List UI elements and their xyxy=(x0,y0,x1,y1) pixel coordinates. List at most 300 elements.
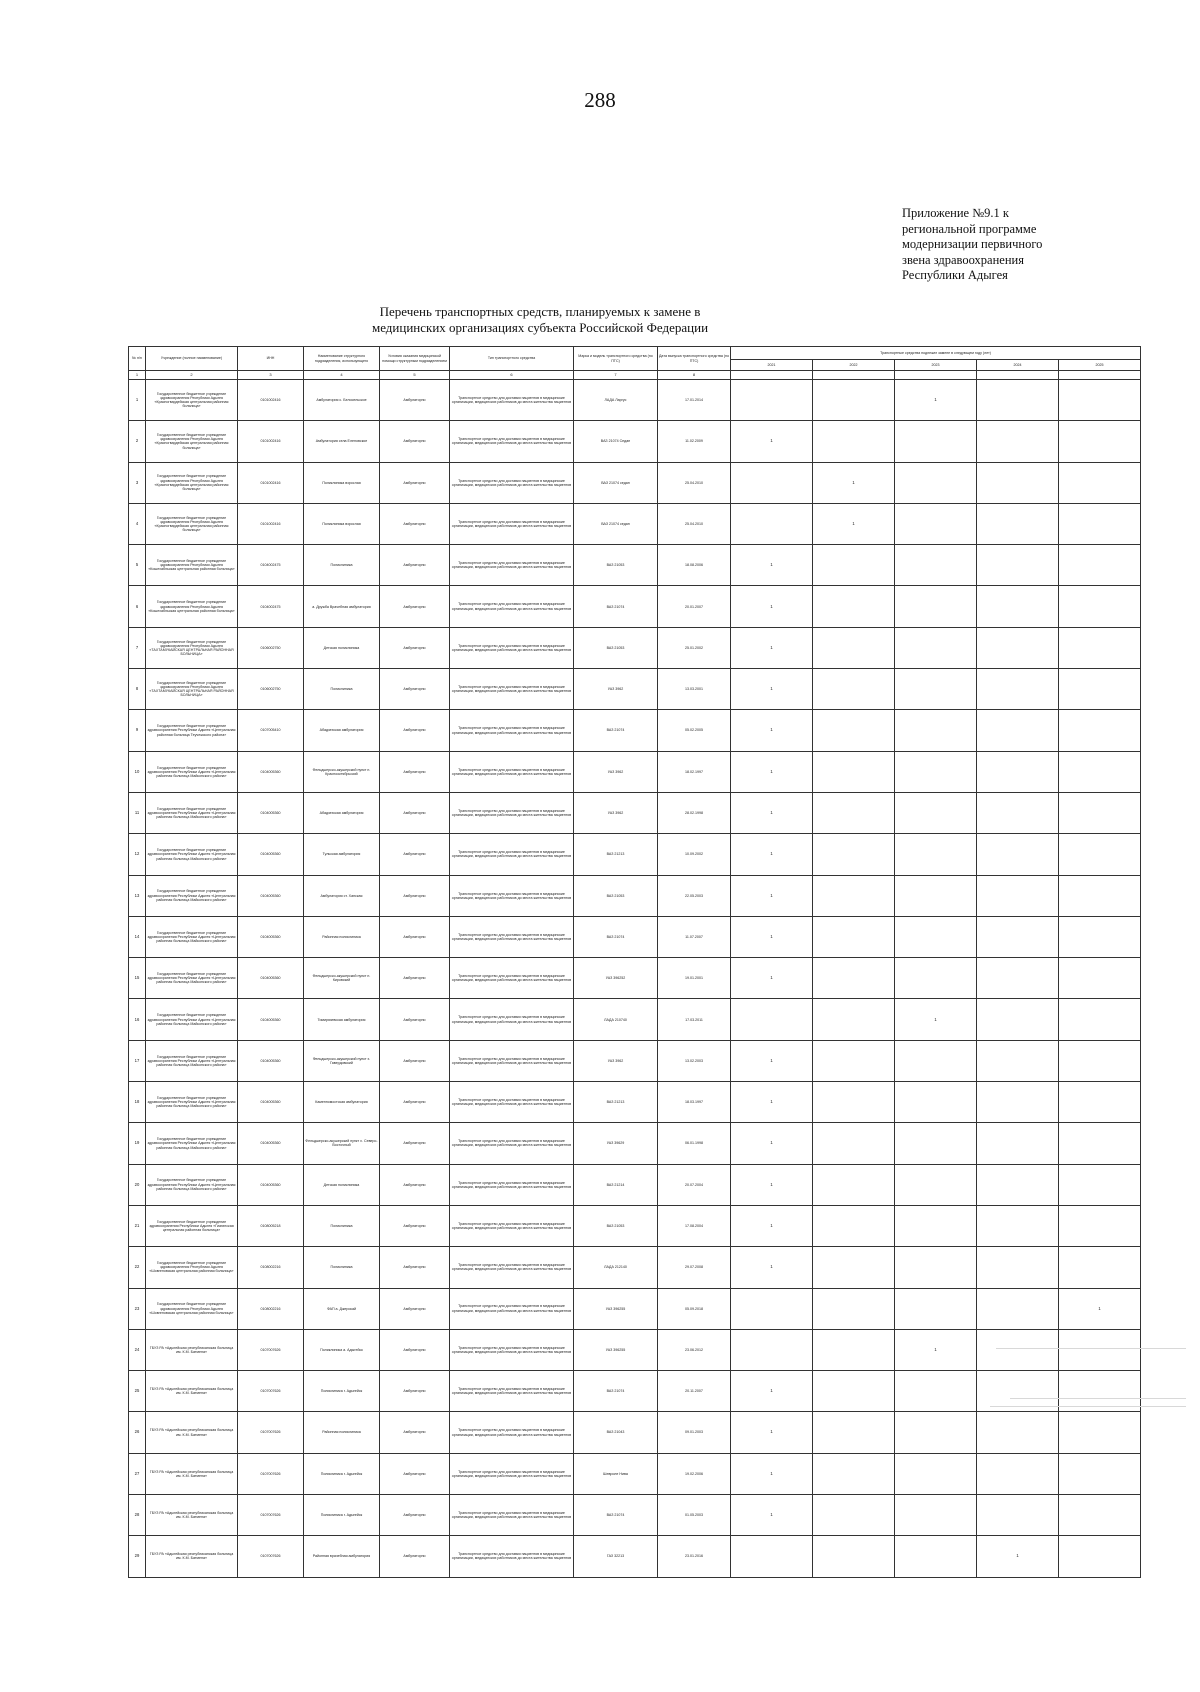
cell-brand: ВАЗ 21053 xyxy=(574,627,658,668)
table-row xyxy=(129,1123,1141,1164)
header-year: 2022 xyxy=(813,360,895,371)
cell-org: Государственное бюджетное учреждение здравоохранения Республики Адыгея «Центральная районная больница Майкопского района» xyxy=(146,1123,238,1164)
cell-num: 16 xyxy=(129,999,146,1040)
cell-org: ГБУЗ РА «Адыгейская республиканская больница им. К.М. Батмена» xyxy=(146,1536,238,1577)
cell-purpose: Транспортное средство для доставки пациентов в медицинские организации, медицинских работников до места жительства пациентов xyxy=(450,1371,574,1412)
cell-year-value xyxy=(1059,1536,1141,1577)
cell-org: Государственное бюджетное учреждение здравоохранения Республики Адыгея «Центральная районная больница Майкопского района» xyxy=(146,916,238,957)
cell-org: Государственное бюджетное учреждение здравоохранения Республики Адыгея «Кошехабльская центральная районная больница» xyxy=(146,586,238,627)
table-row xyxy=(129,1082,1141,1123)
cell-condition: Амбулаторно xyxy=(380,710,450,751)
cell-num: 9 xyxy=(129,710,146,751)
column-number: 2 xyxy=(146,371,238,380)
cell-year-value xyxy=(977,669,1059,710)
cell-year-value: 1 xyxy=(813,462,895,503)
table-row xyxy=(129,1205,1141,1246)
cell-unit: Поликлиника xyxy=(304,669,380,710)
cell-num: 6 xyxy=(129,586,146,627)
table-row xyxy=(129,545,1141,586)
cell-year-value xyxy=(895,1205,977,1246)
table-row xyxy=(129,958,1141,999)
cell-year-value: 1 xyxy=(731,421,813,462)
table-row xyxy=(129,1536,1141,1577)
cell-date: 19.02.2006 xyxy=(658,1453,731,1494)
cell-date: 11.02.2009 xyxy=(658,421,731,462)
cell-num: 24 xyxy=(129,1329,146,1370)
scan-artifact xyxy=(990,1406,1186,1407)
table-row xyxy=(129,1453,1141,1494)
cell-inn: 0106002750 xyxy=(238,669,304,710)
cell-unit: Абадзехская амбулатория xyxy=(304,710,380,751)
cell-year-value xyxy=(1059,1412,1141,1453)
cell-purpose: Транспортное средство для доставки пациентов в медицинские организации, медицинских работников до места жительства пациентов xyxy=(450,875,574,916)
cell-year-value xyxy=(813,1205,895,1246)
cell-year-value: 1 xyxy=(731,1495,813,1536)
cell-unit: ФАП а. Джерокай xyxy=(304,1288,380,1329)
cell-date: 13.03.2001 xyxy=(658,669,731,710)
cell-brand: ВАЗ 21053 xyxy=(574,545,658,586)
cell-year-value xyxy=(895,462,977,503)
cell-year-value xyxy=(813,1164,895,1205)
table-row xyxy=(129,710,1141,751)
cell-purpose: Транспортное средство для доставки пациентов в медицинские организации, медицинских работников до места жительства пациентов xyxy=(450,669,574,710)
cell-inn: 0101002416 xyxy=(238,462,304,503)
cell-unit: Поликлиника г. Адыгейск xyxy=(304,1495,380,1536)
cell-purpose: Транспортное средство для доставки пациентов в медицинские организации, медицинских работников до места жительства пациентов xyxy=(450,710,574,751)
cell-unit: Поликлиника xyxy=(304,1247,380,1288)
cell-unit: Амбулатория с. Белосельское xyxy=(304,380,380,421)
cell-year-value xyxy=(1059,916,1141,957)
cell-num: 19 xyxy=(129,1123,146,1164)
cell-year-value xyxy=(977,875,1059,916)
cell-brand: ВАЗ 21074 Седан xyxy=(574,421,658,462)
cell-brand: ВАЗ 21213 xyxy=(574,834,658,875)
cell-year-value: 1 xyxy=(731,545,813,586)
cell-brand: УАЗ 3962 xyxy=(574,751,658,792)
cell-inn: 0108005218 xyxy=(238,1205,304,1246)
cell-date: 17.08.2004 xyxy=(658,1205,731,1246)
cell-brand: ЛАДА Ларгус xyxy=(574,380,658,421)
cell-date: 09.01.2003 xyxy=(658,1412,731,1453)
cell-year-value xyxy=(1059,1329,1141,1370)
cell-year-value xyxy=(977,421,1059,462)
column-number: 3 xyxy=(238,371,304,380)
cell-inn: 0104005360 xyxy=(238,1164,304,1205)
cell-purpose: Транспортное средство для доставки пациентов в медицинские организации, медицинских работников до места жительства пациентов xyxy=(450,1205,574,1246)
cell-date: 05.02.2005 xyxy=(658,710,731,751)
cell-year-value: 1 xyxy=(731,958,813,999)
cell-org: Государственное бюджетное учреждение здравоохранения Республики Адыгея «ТАХТАМУКАЙСКАЯ ЦЕНТРАЛЬНАЯ РАЙОННАЯ БОЛЬНИЦА» xyxy=(146,627,238,668)
cell-year-value: 1 xyxy=(731,1123,813,1164)
table-row xyxy=(129,1412,1141,1453)
cell-year-value: 1 xyxy=(731,1412,813,1453)
cell-date: 29.07.2008 xyxy=(658,1247,731,1288)
cell-org: Государственное бюджетное учреждение здравоохранения Республики Адыгея «Красногвардейская центральная районная больница» xyxy=(146,503,238,544)
header-purpose: Тип транспортного средства xyxy=(450,347,574,371)
cell-brand: ВАЗ 21213 xyxy=(574,1082,658,1123)
cell-year-value xyxy=(813,1040,895,1081)
cell-year-value: 1 xyxy=(731,875,813,916)
cell-year-value xyxy=(977,1082,1059,1123)
cell-date: 19.01.2001 xyxy=(658,958,731,999)
cell-date: 25.04.2010 xyxy=(658,462,731,503)
cell-year-value xyxy=(977,1205,1059,1246)
cell-num: 8 xyxy=(129,669,146,710)
document-title: Перечень транспортных средств, планируемых к замене в медицинских организациях субъекта Российской Федерации xyxy=(371,304,709,335)
cell-year-value xyxy=(1059,1123,1141,1164)
cell-purpose: Транспортное средство для доставки пациентов в медицинские организации, медицинских работников до места жительства пациентов xyxy=(450,586,574,627)
cell-year-value xyxy=(813,710,895,751)
column-number: 5 xyxy=(380,371,450,380)
cell-num: 1 xyxy=(129,380,146,421)
cell-unit: Тульская амбулатория xyxy=(304,834,380,875)
cell-num: 29 xyxy=(129,1536,146,1577)
cell-purpose: Транспортное средство для доставки пациентов в медицинские организации, медицинских работников до места жительства пациентов xyxy=(450,792,574,833)
cell-year-value xyxy=(895,1412,977,1453)
cell-year-value xyxy=(895,669,977,710)
table-row xyxy=(129,380,1141,421)
cell-year-value: 1 xyxy=(1059,1288,1141,1329)
cell-year-value xyxy=(895,1371,977,1412)
header-inn: ИНН xyxy=(238,347,304,371)
cell-year-value xyxy=(977,462,1059,503)
cell-brand: ВАЗ 21214 xyxy=(574,1164,658,1205)
cell-org: Государственное бюджетное учреждение здравоохранения Республики Адыгея «Центральная районная больница Майкопского района» xyxy=(146,999,238,1040)
cell-unit: Фельдшерско-акушерский пункт п. Кировский xyxy=(304,958,380,999)
cell-condition: Амбулаторно xyxy=(380,1536,450,1577)
cell-year-value xyxy=(1059,1247,1141,1288)
table-row xyxy=(129,1164,1141,1205)
cell-unit: Амбулатория села Еленовское xyxy=(304,421,380,462)
cell-year-value xyxy=(895,627,977,668)
cell-org: ГБУЗ РА «Адыгейская республиканская больница им. К.М. Батмена» xyxy=(146,1329,238,1370)
scan-artifact xyxy=(1010,1398,1186,1399)
cell-year-value xyxy=(731,380,813,421)
cell-year-value xyxy=(895,1453,977,1494)
cell-condition: Амбулаторно xyxy=(380,1247,450,1288)
cell-year-value xyxy=(1059,751,1141,792)
cell-unit: Детская поликлиника xyxy=(304,1164,380,1205)
cell-unit: Детская поликлиника xyxy=(304,627,380,668)
cell-purpose: Транспортное средство для доставки пациентов в медицинские организации, медицинских работников до места жительства пациентов xyxy=(450,751,574,792)
cell-brand: ВАЗ 21074 xyxy=(574,916,658,957)
column-number: 1 xyxy=(129,371,146,380)
cell-org: Государственное бюджетное учреждение здравоохранения Республики Адыгея «Центральная районная больница Майкопского района» xyxy=(146,834,238,875)
cell-num: 22 xyxy=(129,1247,146,1288)
cell-year-value xyxy=(1059,669,1141,710)
cell-year-value xyxy=(1059,710,1141,751)
table-row xyxy=(129,1288,1141,1329)
cell-brand: УАЗ 39629 xyxy=(574,1123,658,1164)
cell-year-value xyxy=(977,958,1059,999)
cell-brand: УАЗ 3962 xyxy=(574,669,658,710)
header-brand: Марка и модель транспортного средства (по ПТС) xyxy=(574,347,658,371)
cell-year-value xyxy=(977,586,1059,627)
cell-org: ГБУЗ РА «Адыгейская республиканская больница им. К.М. Батмена» xyxy=(146,1371,238,1412)
cell-year-value: 1 xyxy=(731,916,813,957)
cell-year-value xyxy=(1059,462,1141,503)
cell-condition: Амбулаторно xyxy=(380,1412,450,1453)
table-row xyxy=(129,834,1141,875)
cell-inn: 0106002750 xyxy=(238,627,304,668)
cell-year-value xyxy=(977,1453,1059,1494)
cell-num: 14 xyxy=(129,916,146,957)
cell-purpose: Транспортное средство для доставки пациентов в медицинские организации, медицинских работников до места жительства пациентов xyxy=(450,1453,574,1494)
cell-org: Государственное бюджетное учреждение здравоохранения Республики Адыгея «Кошехабльская центральная районная больница» xyxy=(146,545,238,586)
cell-year-value: 1 xyxy=(977,1536,1059,1577)
cell-year-value xyxy=(895,1082,977,1123)
cell-org: Государственное бюджетное учреждение здравоохранения Республики Адыгея «ТАХТАМУКАЙСКАЯ ЦЕНТРАЛЬНАЯ РАЙОННАЯ БОЛЬНИЦА» xyxy=(146,669,238,710)
cell-condition: Амбулаторно xyxy=(380,834,450,875)
cell-inn: 0107007626 xyxy=(238,1412,304,1453)
cell-year-value: 1 xyxy=(731,586,813,627)
cell-org: ГБУЗ РА «Адыгейская республиканская больница им. К.М. Батмена» xyxy=(146,1495,238,1536)
cell-num: 27 xyxy=(129,1453,146,1494)
cell-purpose: Транспортное средство для доставки пациентов в медицинские организации, медицинских работников до места жительства пациентов xyxy=(450,1123,574,1164)
cell-purpose: Транспортное средство для доставки пациентов в медицинские организации, медицинских работников до места жительства пациентов xyxy=(450,999,574,1040)
cell-year-value xyxy=(977,627,1059,668)
cell-year-value xyxy=(895,751,977,792)
cell-brand: ВАЗ 21074 xyxy=(574,1495,658,1536)
cell-purpose: Транспортное средство для доставки пациентов в медицинские организации, медицинских работников до места жительства пациентов xyxy=(450,421,574,462)
cell-purpose: Транспортное средство для доставки пациентов в медицинские организации, медицинских работников до места жительства пациентов xyxy=(450,1164,574,1205)
cell-inn: 0104005360 xyxy=(238,792,304,833)
cell-org: Государственное бюджетное учреждение здравоохранения Республики Адыгея «Красногвардейская центральная районная больница» xyxy=(146,421,238,462)
cell-year-value xyxy=(1059,999,1141,1040)
cell-year-value xyxy=(977,1288,1059,1329)
cell-brand: ВАЗ 21074 xyxy=(574,1371,658,1412)
cell-condition: Амбулаторно xyxy=(380,669,450,710)
cell-brand: УАЗ 396255 xyxy=(574,1329,658,1370)
cell-unit: Поликлиника взрослая xyxy=(304,503,380,544)
cell-num: 18 xyxy=(129,1082,146,1123)
cell-condition: Амбулаторно xyxy=(380,503,450,544)
cell-year-value xyxy=(895,503,977,544)
cell-year-value xyxy=(977,1412,1059,1453)
cell-date: 17.01.2014 xyxy=(658,380,731,421)
cell-brand: ВАЗ 21074 седан xyxy=(574,503,658,544)
cell-inn: 0104005360 xyxy=(238,1040,304,1081)
cell-org: Государственное бюджетное учреждение здравоохранения Республики Адыгея «Красногвардейская центральная районная больница» xyxy=(146,380,238,421)
cell-org: Государственное бюджетное учреждение здравоохранения Республики Адыгея «Красногвардейская центральная районная больница» xyxy=(146,462,238,503)
cell-year-value xyxy=(895,1164,977,1205)
cell-year-value xyxy=(1059,1453,1141,1494)
column-number: 8 xyxy=(658,371,731,380)
cell-purpose: Транспортное средство для доставки пациентов в медицинские организации, медицинских работников до места жительства пациентов xyxy=(450,1247,574,1288)
cell-condition: Амбулаторно xyxy=(380,421,450,462)
header-date: Дата выпуска транспортного средства (по ПТС) xyxy=(658,347,731,371)
cell-year-value xyxy=(895,1123,977,1164)
cell-year-value xyxy=(895,586,977,627)
cell-brand: УАЗ 3962 xyxy=(574,1040,658,1081)
cell-org: Государственное бюджетное учреждение здравоохранения Республики Адыгея «Центральная районная больница Майкопского района» xyxy=(146,1082,238,1123)
cell-year-value xyxy=(1059,1495,1141,1536)
cell-purpose: Транспортное средство для доставки пациентов в медицинские организации, медицинских работников до места жительства пациентов xyxy=(450,545,574,586)
scan-artifact xyxy=(996,1348,1186,1349)
cell-brand: ВАЗ 21074 седан xyxy=(574,462,658,503)
cell-condition: Амбулаторно xyxy=(380,380,450,421)
cell-org: Государственное бюджетное учреждение здравоохранения Республики Адыгея «Центральная районная больница Теучежского района» xyxy=(146,710,238,751)
cell-inn: 0107007626 xyxy=(238,1495,304,1536)
page-number: 288 xyxy=(584,88,616,112)
cell-year-value xyxy=(895,1247,977,1288)
cell-year-value xyxy=(895,834,977,875)
cell-brand: ВАЗ 21074 xyxy=(574,710,658,751)
cell-date: 20.11.2007 xyxy=(658,1371,731,1412)
cell-unit: Амбулатория ст. Ханская xyxy=(304,875,380,916)
cell-year-value xyxy=(895,875,977,916)
cell-date: 17.03.2011 xyxy=(658,999,731,1040)
cell-condition: Амбулаторно xyxy=(380,586,450,627)
cell-purpose: Транспортное средство для доставки пациентов в медицинские организации, медицинских работников до места жительства пациентов xyxy=(450,1040,574,1081)
cell-inn: 0107007626 xyxy=(238,1371,304,1412)
cell-year-value xyxy=(1059,1040,1141,1081)
cell-year-value xyxy=(895,545,977,586)
cell-year-value xyxy=(977,1164,1059,1205)
cell-purpose: Транспортное средство для доставки пациентов в медицинские организации, медицинских работников до места жительства пациентов xyxy=(450,1082,574,1123)
cell-year-value xyxy=(977,503,1059,544)
cell-year-value xyxy=(977,545,1059,586)
cell-num: 3 xyxy=(129,462,146,503)
cell-year-value: 1 xyxy=(731,1205,813,1246)
cell-year-value xyxy=(1059,834,1141,875)
cell-inn: 0101002416 xyxy=(238,503,304,544)
cell-year-value xyxy=(813,1495,895,1536)
cell-inn: 0107005410 xyxy=(238,710,304,751)
cell-year-value: 1 xyxy=(731,627,813,668)
cell-year-value xyxy=(977,710,1059,751)
cell-year-value xyxy=(895,958,977,999)
cell-org: Государственное бюджетное учреждение здравоохранения Республики Адыгея «Гиагинская центральная районная больница» xyxy=(146,1205,238,1246)
cell-inn: 0101002416 xyxy=(238,380,304,421)
cell-date: 10.09.2002 xyxy=(658,834,731,875)
cell-year-value xyxy=(977,1040,1059,1081)
cell-num: 15 xyxy=(129,958,146,999)
cell-unit: Районная поликлиника xyxy=(304,916,380,957)
column-number: 7 xyxy=(574,371,658,380)
cell-date: 25.04.2010 xyxy=(658,503,731,544)
cell-num: 5 xyxy=(129,545,146,586)
cell-year-value: 1 xyxy=(731,669,813,710)
cell-year-value xyxy=(977,1329,1059,1370)
cell-unit: Поликлиника г. Адыгейск xyxy=(304,1371,380,1412)
cell-year-value xyxy=(731,1536,813,1577)
cell-year-value: 1 xyxy=(731,1164,813,1205)
cell-year-value xyxy=(1059,503,1141,544)
cell-year-value: 1 xyxy=(731,751,813,792)
cell-year-value xyxy=(731,999,813,1040)
cell-condition: Амбулаторно xyxy=(380,958,450,999)
cell-num: 25 xyxy=(129,1371,146,1412)
cell-inn: 0108002216 xyxy=(238,1247,304,1288)
cell-year-value xyxy=(813,958,895,999)
cell-date: 06.01.1998 xyxy=(658,1123,731,1164)
cell-year-value: 1 xyxy=(813,503,895,544)
cell-year-value xyxy=(1059,421,1141,462)
cell-year-value xyxy=(1059,1164,1141,1205)
cell-brand: УАЗ 396255 xyxy=(574,1288,658,1329)
cell-year-value: 1 xyxy=(731,1371,813,1412)
cell-year-value xyxy=(731,1329,813,1370)
cell-purpose: Транспортное средство для доставки пациентов в медицинские организации, медицинских работников до места жительства пациентов xyxy=(450,462,574,503)
cell-num: 26 xyxy=(129,1412,146,1453)
cell-year-value xyxy=(977,1495,1059,1536)
cell-condition: Амбулаторно xyxy=(380,751,450,792)
cell-unit: Фельдшерско-акушерский пункт х. Северо-Восточный xyxy=(304,1123,380,1164)
cell-year-value: 1 xyxy=(731,1453,813,1494)
cell-condition: Амбулаторно xyxy=(380,1123,450,1164)
cell-year-value xyxy=(813,380,895,421)
cell-year-value xyxy=(977,834,1059,875)
table-row xyxy=(129,669,1141,710)
cell-purpose: Транспортное средство для доставки пациентов в медицинские организации, медицинских работников до места жительства пациентов xyxy=(450,916,574,957)
header-replacement: Транспортные средства подлежат замене в следующем году (лет) xyxy=(731,347,1141,360)
cell-year-value xyxy=(813,875,895,916)
cell-inn: 0101002416 xyxy=(238,421,304,462)
cell-year-value xyxy=(813,1123,895,1164)
header-condition: Условия оказания медицинской помощи структурным подразделением xyxy=(380,347,450,371)
cell-brand: ГАЗ 32213 xyxy=(574,1536,658,1577)
cell-year-value xyxy=(813,421,895,462)
table-row xyxy=(129,503,1141,544)
cell-inn: 0104005360 xyxy=(238,1082,304,1123)
cell-purpose: Транспортное средство для доставки пациентов в медицинские организации, медицинских работников до места жительства пациентов xyxy=(450,503,574,544)
appendix-note: Приложение №9.1 к региональной программе модернизации первичного звена здравоохранения Республики Адыгея xyxy=(902,206,1043,282)
cell-purpose: Транспортное средство для доставки пациентов в медицинские организации, медицинских работников до места жительства пациентов xyxy=(450,1329,574,1370)
table-row xyxy=(129,1495,1141,1536)
cell-org: Государственное бюджетное учреждение здравоохранения Республики Адыгея «Центральная районная больница Майкопского района» xyxy=(146,751,238,792)
header-org: Учреждение (полное наименование) xyxy=(146,347,238,371)
cell-num: 13 xyxy=(129,875,146,916)
cell-org: Государственное бюджетное учреждение здравоохранения Республики Адыгея «Центральная районная больница Майкопского района» xyxy=(146,1040,238,1081)
cell-year-value xyxy=(731,1288,813,1329)
cell-year-value xyxy=(895,916,977,957)
cell-year-value xyxy=(977,1123,1059,1164)
cell-purpose: Транспортное средство для доставки пациентов в медицинские организации, медицинских работников до места жительства пациентов xyxy=(450,1536,574,1577)
table-row xyxy=(129,1371,1141,1412)
cell-year-value: 1 xyxy=(731,1040,813,1081)
cell-org: Государственное бюджетное учреждение здравоохранения Республики Адыгея «Центральная районная больница Майкопского района» xyxy=(146,958,238,999)
cell-num: 11 xyxy=(129,792,146,833)
cell-inn: 0108002216 xyxy=(238,1288,304,1329)
cell-condition: Амбулаторно xyxy=(380,1082,450,1123)
cell-date: 28.02.1998 xyxy=(658,792,731,833)
cell-brand: ЛАДА 212140 xyxy=(574,1247,658,1288)
cell-year-value xyxy=(977,380,1059,421)
cell-unit: Поликлиника взрослая xyxy=(304,462,380,503)
cell-org: Государственное бюджетное учреждение здравоохранения Республики Адыгея «Шовгеновская центральная районная больница» xyxy=(146,1247,238,1288)
cell-year-value xyxy=(1059,792,1141,833)
cell-condition: Амбулаторно xyxy=(380,875,450,916)
cell-num: 4 xyxy=(129,503,146,544)
cell-year-value xyxy=(977,792,1059,833)
cell-org: ГБУЗ РА «Адыгейская республиканская больница им. К.М. Батмена» xyxy=(146,1453,238,1494)
cell-unit: Поликлиника xyxy=(304,1205,380,1246)
header-year: 2024 xyxy=(977,360,1059,371)
cell-num: 2 xyxy=(129,421,146,462)
cell-purpose: Транспортное средство для доставки пациентов в медицинские организации, медицинских работников до места жительства пациентов xyxy=(450,958,574,999)
cell-inn: 0104002475 xyxy=(238,545,304,586)
cell-brand: УАЗ 3962 xyxy=(574,792,658,833)
cell-condition: Амбулаторно xyxy=(380,462,450,503)
cell-date: 05.09.2018 xyxy=(658,1288,731,1329)
cell-inn: 0104002475 xyxy=(238,586,304,627)
cell-org: ГБУЗ РА «Адыгейская республиканская больница им. К.М. Батмена» xyxy=(146,1412,238,1453)
cell-year-value xyxy=(895,1495,977,1536)
cell-date: 22.05.2003 xyxy=(658,875,731,916)
cell-inn: 0104005360 xyxy=(238,958,304,999)
cell-inn: 0107007626 xyxy=(238,1329,304,1370)
